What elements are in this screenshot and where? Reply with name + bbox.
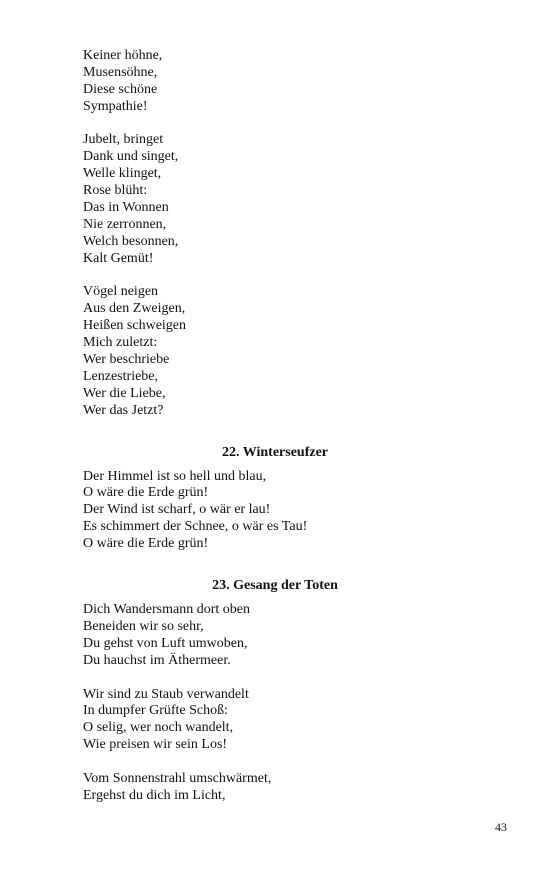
poem-title: 23. Gesang der Toten [212,578,338,594]
verse-line: Nie zerronnen, [83,216,167,232]
verse-line: Du hauchst im Äthermeer. [83,652,231,668]
verse-line: Vögel neigen [83,284,159,300]
stanza-gap [83,670,503,687]
verse-line: O wäre die Erde grün! [83,485,209,501]
verse-line: Heißen schweigen [83,318,187,334]
verse-line: Wie preisen wir sein Los! [83,737,228,753]
verse-line: Das in Wonnen [83,200,169,216]
verse-line: Es schimmert der Schnee, o wär es Tau! [83,519,308,535]
verse-line: Beneiden wir so sehr, [83,618,204,634]
verse-line: Der Himmel ist so hell und blau, [83,468,267,484]
poem-21-continued [83,48,503,420]
stanza-gap [83,754,503,771]
verse-line: Wir sind zu Staub verwandelt [83,686,249,702]
verse-line: Mich zuletzt: [83,335,158,351]
verse-line: Kalt Gemüt! [83,250,154,266]
stanza [83,284,503,419]
verse-line: O selig, wer noch wandelt, [83,720,234,736]
verse-line: In dumpfer Grüfte Schoß: [83,703,229,719]
stanza-gap [83,268,503,285]
stanza-gap [83,116,503,133]
verse-line: Lenzestriebe, [83,368,159,384]
stanza [83,771,503,805]
verse-line: Dank und singet, [83,149,179,165]
poem-title: 22. Winterseufzer [221,444,328,460]
verse-line: O wäre die Erde grün! [83,536,209,552]
verse-line: Welch besonnen, [83,233,179,249]
page-content [83,48,503,805]
verse-line: Vom Sonnenstrahl umschwärmet, [83,770,272,786]
verse-line: Sympathie! [83,98,148,114]
stanza [83,132,503,267]
stanza [83,687,503,755]
verse-line: Wer das Jetzt? [83,402,164,418]
verse-line: Dich Wandersmann dort oben [83,602,250,618]
stanza [83,469,503,553]
poem-22 [83,444,503,553]
page-number: 43 [495,820,507,834]
verse-line: Ergehst du dich im Licht, [83,787,226,803]
verse-line: Musensöhne, [83,64,158,80]
verse-line: Du gehst von Luft umwoben, [83,635,248,651]
verse-line: Rose blüht: [83,183,148,199]
verse-line: Aus den Zweigen, [83,301,186,317]
stanza [83,48,503,116]
verse-line: Diese schöne [83,81,158,97]
verse-line: Wer beschriebe [83,352,170,368]
verse-line: Der Wind ist scharf, o wär er lau! [83,502,271,518]
poem-23 [83,577,503,805]
verse-line: Keiner höhne, [83,48,163,63]
verse-line: Wer die Liebe, [83,385,166,401]
verse-line: Welle klinget, [83,166,162,182]
verse-line: Jubelt, bringet [83,132,164,148]
stanza [83,602,503,670]
